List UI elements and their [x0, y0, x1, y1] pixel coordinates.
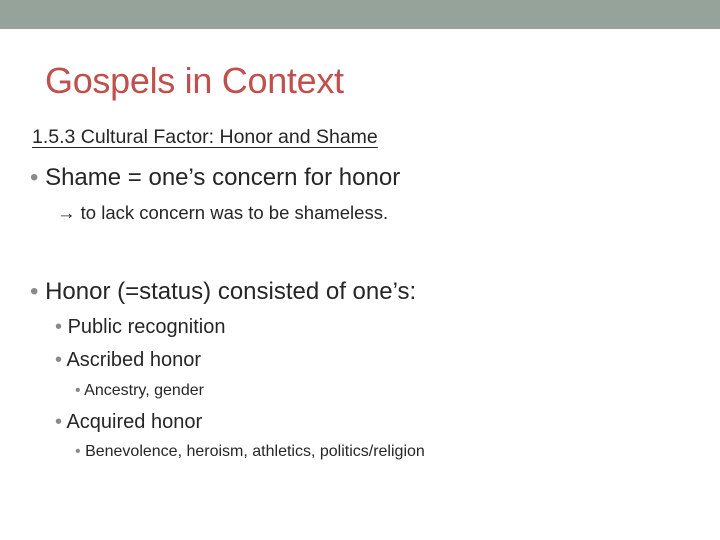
- arrow-item-shameless: [57, 202, 388, 224]
- subsubbullet-text: Ancestry, gender: [84, 382, 204, 399]
- subbullet-text: Ascribed honor: [66, 349, 201, 371]
- subbullet-public-recognition: [55, 316, 225, 339]
- bullet-icon: •: [55, 316, 63, 338]
- slide-subtitle: 1.5.3 Cultural Factor: Honor and Shame: [32, 126, 378, 148]
- bullet-text: Honor (=status) consisted of one’s:: [45, 278, 417, 305]
- bullet-icon: •: [55, 411, 63, 433]
- bullet-item-shame: [30, 164, 400, 192]
- arrow-item-text: to lack concern was to be shameless.: [80, 202, 389, 223]
- bullet-text: Shame = one’s concern for honor: [45, 164, 401, 191]
- slide-title: Gospels in Context: [45, 60, 344, 101]
- subbullet-acquired-honor: [55, 411, 202, 434]
- bullet-item-honor: [30, 278, 416, 306]
- subbullet-text: Public recognition: [67, 316, 226, 338]
- subsubbullet-ancestry-gender: [75, 382, 204, 400]
- bullet-icon: •: [30, 164, 39, 191]
- subsubbullet-text: Benevolence, heroism, athletics, politics/religion: [85, 443, 425, 460]
- arrow-right-icon: →: [57, 202, 76, 223]
- subbullet-text: Acquired honor: [66, 411, 203, 433]
- bullet-icon: •: [75, 443, 81, 460]
- bullet-icon: •: [30, 278, 39, 305]
- bullet-icon: •: [75, 382, 81, 399]
- subsubbullet-benevolence: [75, 443, 425, 461]
- top-accent-bar: [0, 0, 720, 29]
- bullet-icon: •: [55, 349, 63, 371]
- subbullet-ascribed-honor: [55, 349, 201, 372]
